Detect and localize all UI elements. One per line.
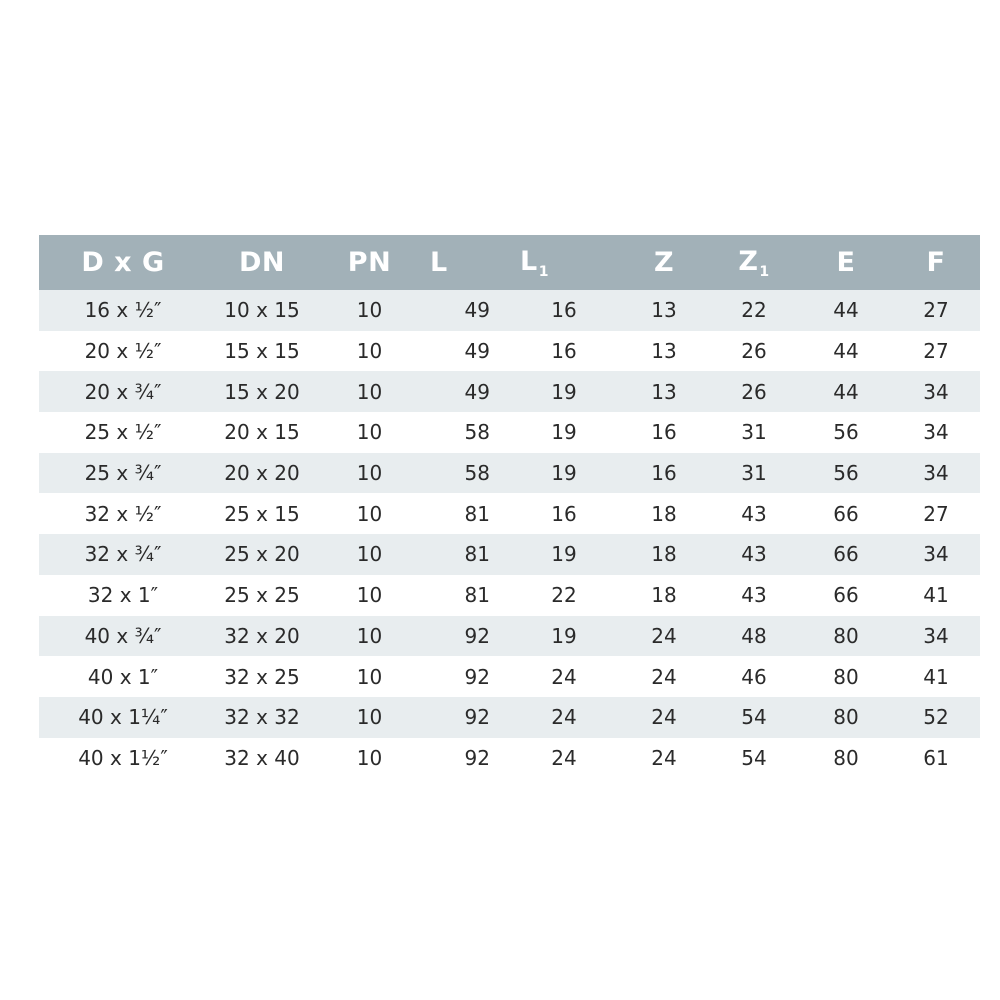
table-cell: 16 bbox=[651, 461, 677, 486]
table-cell: 10 bbox=[356, 339, 383, 364]
table-cell: 34 bbox=[923, 379, 949, 404]
table-cell: 49 bbox=[464, 298, 490, 323]
table-cell: 40 x ¾″ bbox=[84, 623, 162, 648]
table-cell: 16 bbox=[551, 298, 577, 323]
table-row bbox=[39, 575, 980, 616]
table-cell: 13 bbox=[651, 298, 677, 323]
table-cell: 58 bbox=[464, 461, 490, 486]
header-cell-f: F bbox=[926, 247, 946, 278]
table-cell: 10 bbox=[356, 298, 383, 323]
table-cell: 10 bbox=[356, 501, 383, 526]
table-row bbox=[39, 290, 980, 331]
table-cell: 10 bbox=[356, 583, 383, 608]
table-cell: 24 bbox=[651, 745, 677, 770]
dimensions-table-container bbox=[39, 235, 960, 778]
table-cell: 44 bbox=[833, 298, 859, 323]
table-row bbox=[39, 616, 980, 657]
table-cell: 16 bbox=[551, 339, 577, 364]
table-row bbox=[39, 697, 980, 738]
table-cell: 34 bbox=[923, 461, 949, 486]
table-cell: 32 x 25 bbox=[224, 664, 300, 689]
table-cell: 54 bbox=[741, 705, 767, 730]
table-cell: 18 bbox=[651, 542, 677, 567]
table-cell: 80 bbox=[833, 664, 859, 689]
table-cell: 52 bbox=[923, 705, 949, 730]
table-cell: 54 bbox=[741, 745, 767, 770]
table-cell: 20 x 15 bbox=[224, 420, 300, 445]
table-cell: 44 bbox=[833, 339, 859, 364]
table-cell: 61 bbox=[923, 745, 949, 770]
table-cell: 10 bbox=[356, 379, 383, 404]
table-cell: 43 bbox=[741, 583, 767, 608]
header-cell-pn: PN bbox=[347, 247, 392, 278]
header-cell-z: Z bbox=[653, 247, 675, 278]
table-cell: 80 bbox=[833, 745, 859, 770]
table-row bbox=[39, 534, 980, 575]
table-cell: 34 bbox=[923, 542, 949, 567]
table-cell: 32 x ½″ bbox=[84, 501, 162, 526]
table-cell: 56 bbox=[833, 420, 859, 445]
table-row bbox=[39, 453, 980, 494]
header-cell-dn: DN bbox=[238, 247, 285, 278]
table-cell: 24 bbox=[651, 623, 677, 648]
table-cell: 80 bbox=[833, 623, 859, 648]
table-cell: 32 x 40 bbox=[224, 745, 300, 770]
table-cell: 92 bbox=[464, 664, 490, 689]
table-cell: 27 bbox=[923, 339, 949, 364]
table-cell: 26 bbox=[741, 379, 767, 404]
table-cell: 80 bbox=[833, 705, 859, 730]
table-cell: 22 bbox=[741, 298, 767, 323]
table-cell: 10 bbox=[356, 705, 383, 730]
header-subscript-l1: 1 bbox=[538, 263, 549, 280]
table-cell: 40 x 1¼″ bbox=[78, 705, 168, 730]
table-cell: 16 bbox=[551, 501, 577, 526]
header-cell-z1: $Z_1$ bbox=[738, 245, 770, 280]
table-cell: 31 bbox=[741, 461, 767, 486]
table-cell: 27 bbox=[923, 298, 949, 323]
table-cell: 34 bbox=[923, 420, 949, 445]
table-header bbox=[39, 235, 980, 290]
table-cell: 66 bbox=[833, 583, 859, 608]
table-cell: 32 x 32 bbox=[224, 705, 300, 730]
table-cell: 31 bbox=[741, 420, 767, 445]
table-cell: 49 bbox=[464, 339, 490, 364]
table-cell: 10 bbox=[356, 664, 383, 689]
table-cell: 24 bbox=[651, 705, 677, 730]
table-cell: 32 x 20 bbox=[224, 623, 300, 648]
table-cell: 26 bbox=[741, 339, 767, 364]
table-cell: 20 x ¾″ bbox=[84, 379, 162, 404]
dimensions-table bbox=[39, 235, 980, 778]
table-cell: 10 bbox=[356, 542, 383, 567]
table-cell: 44 bbox=[833, 379, 859, 404]
table-cell: 10 x 15 bbox=[224, 298, 300, 323]
table-body bbox=[39, 290, 980, 778]
table-cell: 25 x 15 bbox=[224, 501, 300, 526]
table-row bbox=[39, 656, 980, 697]
header-cell-e: E bbox=[836, 247, 856, 278]
table-cell: 81 bbox=[464, 501, 490, 526]
table-cell: 58 bbox=[464, 420, 490, 445]
table-cell: 66 bbox=[833, 501, 859, 526]
table-row bbox=[39, 412, 980, 453]
table-cell: 66 bbox=[833, 542, 859, 567]
table-cell: 43 bbox=[741, 501, 767, 526]
table-cell: 20 x ½″ bbox=[84, 339, 162, 364]
table-cell: 16 x ½″ bbox=[84, 298, 162, 323]
table-cell: 24 bbox=[551, 664, 577, 689]
table-row bbox=[39, 493, 980, 534]
header-cell-dxg: D x G bbox=[81, 247, 165, 278]
table-cell: 13 bbox=[651, 339, 677, 364]
table-cell: 81 bbox=[464, 583, 490, 608]
table-cell: 20 x 20 bbox=[224, 461, 300, 486]
table-row bbox=[39, 738, 980, 779]
table-cell: 40 x 1½″ bbox=[78, 745, 168, 770]
table-cell: 24 bbox=[651, 664, 677, 689]
table-cell: 49 bbox=[464, 379, 490, 404]
header-row bbox=[39, 235, 980, 290]
table-cell: 92 bbox=[464, 745, 490, 770]
table-row bbox=[39, 331, 980, 372]
table-cell: 18 bbox=[651, 501, 677, 526]
table-cell: 40 x 1″ bbox=[87, 664, 159, 689]
table-cell: 13 bbox=[651, 379, 677, 404]
table-cell: 16 bbox=[651, 420, 677, 445]
table-cell: 32 x 1″ bbox=[87, 583, 159, 608]
table-cell: 10 bbox=[356, 420, 383, 445]
header-subscript-z1: 1 bbox=[759, 263, 770, 280]
table-cell: 56 bbox=[833, 461, 859, 486]
table-cell: 25 x ¾″ bbox=[84, 461, 162, 486]
table-cell: 34 bbox=[923, 623, 949, 648]
table-cell: 81 bbox=[464, 542, 490, 567]
table-cell: 19 bbox=[551, 379, 577, 404]
table-cell: 15 x 20 bbox=[224, 379, 300, 404]
table-cell: 19 bbox=[551, 420, 577, 445]
table-cell: 24 bbox=[551, 705, 577, 730]
table-cell: 10 bbox=[356, 623, 383, 648]
table-cell: 25 x 25 bbox=[224, 583, 300, 608]
table-cell: 32 x ¾″ bbox=[84, 542, 162, 567]
table-cell: 10 bbox=[356, 745, 383, 770]
table-cell: 25 x ½″ bbox=[84, 420, 162, 445]
table-cell: 92 bbox=[464, 705, 490, 730]
table-cell: 27 bbox=[923, 501, 949, 526]
table-cell: 19 bbox=[551, 461, 577, 486]
table-cell: 43 bbox=[741, 542, 767, 567]
table-cell: 19 bbox=[551, 542, 577, 567]
table-row bbox=[39, 371, 980, 412]
table-cell: 10 bbox=[356, 461, 383, 486]
table-cell: 15 x 15 bbox=[224, 339, 300, 364]
table-cell: 46 bbox=[741, 664, 767, 689]
table-cell: 24 bbox=[551, 745, 577, 770]
header-cell-l1: $L_1$ bbox=[520, 245, 549, 280]
table-cell: 92 bbox=[464, 623, 490, 648]
table-cell: 41 bbox=[923, 664, 949, 689]
table-cell: 48 bbox=[741, 623, 767, 648]
table-cell: 22 bbox=[551, 583, 577, 608]
header-cell-l: L bbox=[430, 247, 448, 278]
table-cell: 25 x 20 bbox=[224, 542, 300, 567]
table-cell: 41 bbox=[923, 583, 949, 608]
table-cell: 19 bbox=[551, 623, 577, 648]
table-cell: 18 bbox=[651, 583, 677, 608]
